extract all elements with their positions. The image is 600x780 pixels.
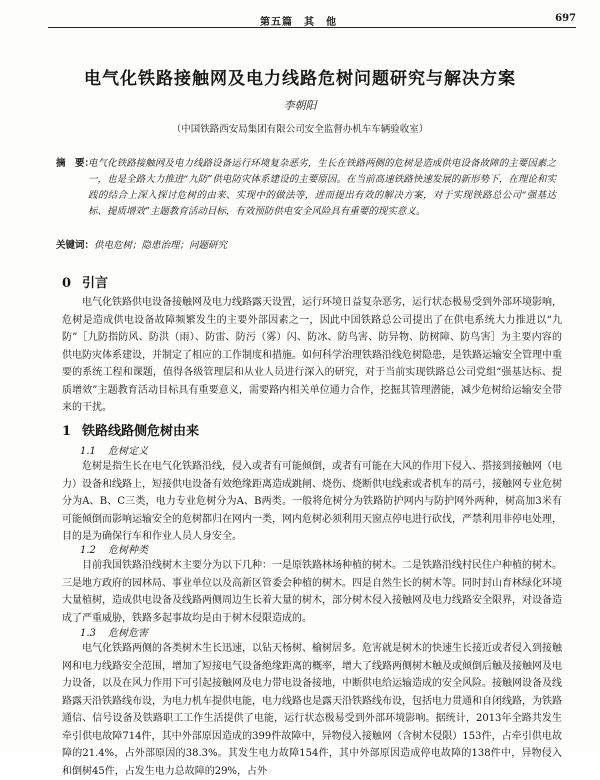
section-title: 铁路线路侧危树由来 <box>82 424 200 439</box>
subsection-number: 1.3 <box>80 628 96 639</box>
section-title: 引言 <box>82 276 109 291</box>
page-number: 697 <box>555 13 576 24</box>
definition-paragraph: 危树是指生长在电气化铁路沿线，侵入或者有可能倾倒，或者有可能在大风的作用下侵入、搭接到接触网（电力）设备和线路上，短接供电设备有效绝缘距离造成跳闸、烧伤、烧断供电线索或者机车的鬲弓，接触网专业危树分为A、B、C三类，电力专业危树分为A、B两类。一般将危树分为铁路防护网内与防护网外两种，树高加3米有可能倾倒而影响运输安全的危树都归在网内一类，网内危树必须利用天窗点停电进行砍伐，严禁利用非停电处理，目的是为确保行车和作业人员人身安全。 <box>62 461 562 542</box>
subsection-heading-definition <box>80 442 148 457</box>
article-title: 电气化铁路接触网及电力线路危树问题研究与解决方案 <box>84 69 516 89</box>
abstract <box>56 156 556 220</box>
hazards-paragraph: 电气化铁路两侧的各类树木生长迅速，以钻天杨树、榆树居多。危害就是树木的快速生长接近或者侵入到接触网和电力线路安全范围，增加了短接电气设备绝缘距离的概率，增大了线路两侧树木触及或倾倒后触及接触网及电力设备，以及在风力作用下可引起接触网及电力带电设备接地，中断供电给运输造成的安全风险。接触网设备及线路露天沿铁路线布设，为电力机车提供电能，电力线路也是露天沿铁路线布设，包括电力贯通和自闭线路，为铁路通信、信号设备及铁路职工工作生活提供了电能，运行状态极易受到外部环境影响。据统计，2013年全路共发生牵引供电故障714件，其中外部原因造成的399件故障中，异物侵入接触网（含树木侵限）153件，占牵引供电故障的21.4%，占外部原因的38.3%。其发生电力故障154件，其中外部原因造成停电故障的138件中，异物侵入和倒树45件，占发生电力总故障的29%，占外 <box>62 643 562 777</box>
intro-paragraph: 电气化铁路供电设备接触网及电力线路露天设置，运行环境日益复杂恶劣，运行状态极易受到外部环境影响，危树是造成供电设备故障频繁发生的主要外部因素之一，因此中国铁路总公司提出了在供电系统大力推进以“九防”［九防指防风、防洪（雨）、防雷、防污（雾）闪、防冰、防鸟害、防异物、防树障、防鸟害］为主要内容的供电防灾体系建设，并制定了相应的工作制度和措施。如何科学治理铁路沿线危树隐患，是铁路运输安全管理中重要的系统工程和课题，值得各级管理层和从业人员进行深入的研究，对于当前实现铁路总公司党组“强基达标、提质增效”主题教育活动目标具有重要意义，需要路内相关单位通力合作，挖掘其管理潜能，减少危树给运输安全带来的干扰。 <box>62 297 562 413</box>
subsection-title: 危树危害 <box>108 628 148 639</box>
author-name: 李朝阳 <box>283 99 317 112</box>
section-number: 0 <box>62 276 72 291</box>
subsection-title: 危树种类 <box>108 545 148 556</box>
subsection-heading-hazards <box>80 624 148 639</box>
keywords-label: 关键词： <box>56 240 95 251</box>
keywords-text: 供电危树；隐患治理；问题研究 <box>94 240 228 251</box>
keywords <box>56 237 556 251</box>
abstract-label: 摘 要： <box>56 158 95 169</box>
section-heading-intro <box>62 272 108 291</box>
subsection-number: 1.1 <box>80 446 96 457</box>
abstract-text: 电气化铁路接触网及电力线路设备运行环境复杂恶劣，生长在铁路两侧的危树是造成供电设备故障的主要因素之一，也是全路大力推进“九防”供电防灾体系建设的主要原因。在当前高速铁路快速发展的新形势下，在理论和实践的结合上深入探讨危树的由来、实现中的做法等，进而提出有效的解决方案，对于实现铁路总公司“强基达标、提质增效”主题教育活动目标，有效预防供电安全风险具有重要的现实意义。 <box>88 158 556 217</box>
author-affiliation: （中国铁路西安局集团有限公司安全监督办机车车辆验收室） <box>171 124 429 135</box>
running-header <box>48 13 576 28</box>
header-section-title: 第五篇 其 他 <box>260 17 337 28</box>
section-heading-origin <box>62 420 199 439</box>
types-paragraph: 目前我国铁路沿线树木主要分为以下几种：一是原铁路林场种植的树木。二是铁路沿线村民住户种植的树木。三是地方政府的园林局、事业单位以及高新区管委会种植的树木。四是自然生长的树木等。同时封山育林绿化环境大量植树，造成供电设备及线路两侧周边生长着大量的树木，部分树木侵入接触网及电力线路安全限界，对设备造成了严重威胁，铁路多起事故均是由于树木侵限造成的。 <box>62 560 562 624</box>
section-number: 1 <box>62 424 72 439</box>
subsection-title: 危树定义 <box>108 446 148 457</box>
subsection-number: 1.2 <box>80 545 96 556</box>
subsection-heading-types <box>80 541 148 556</box>
